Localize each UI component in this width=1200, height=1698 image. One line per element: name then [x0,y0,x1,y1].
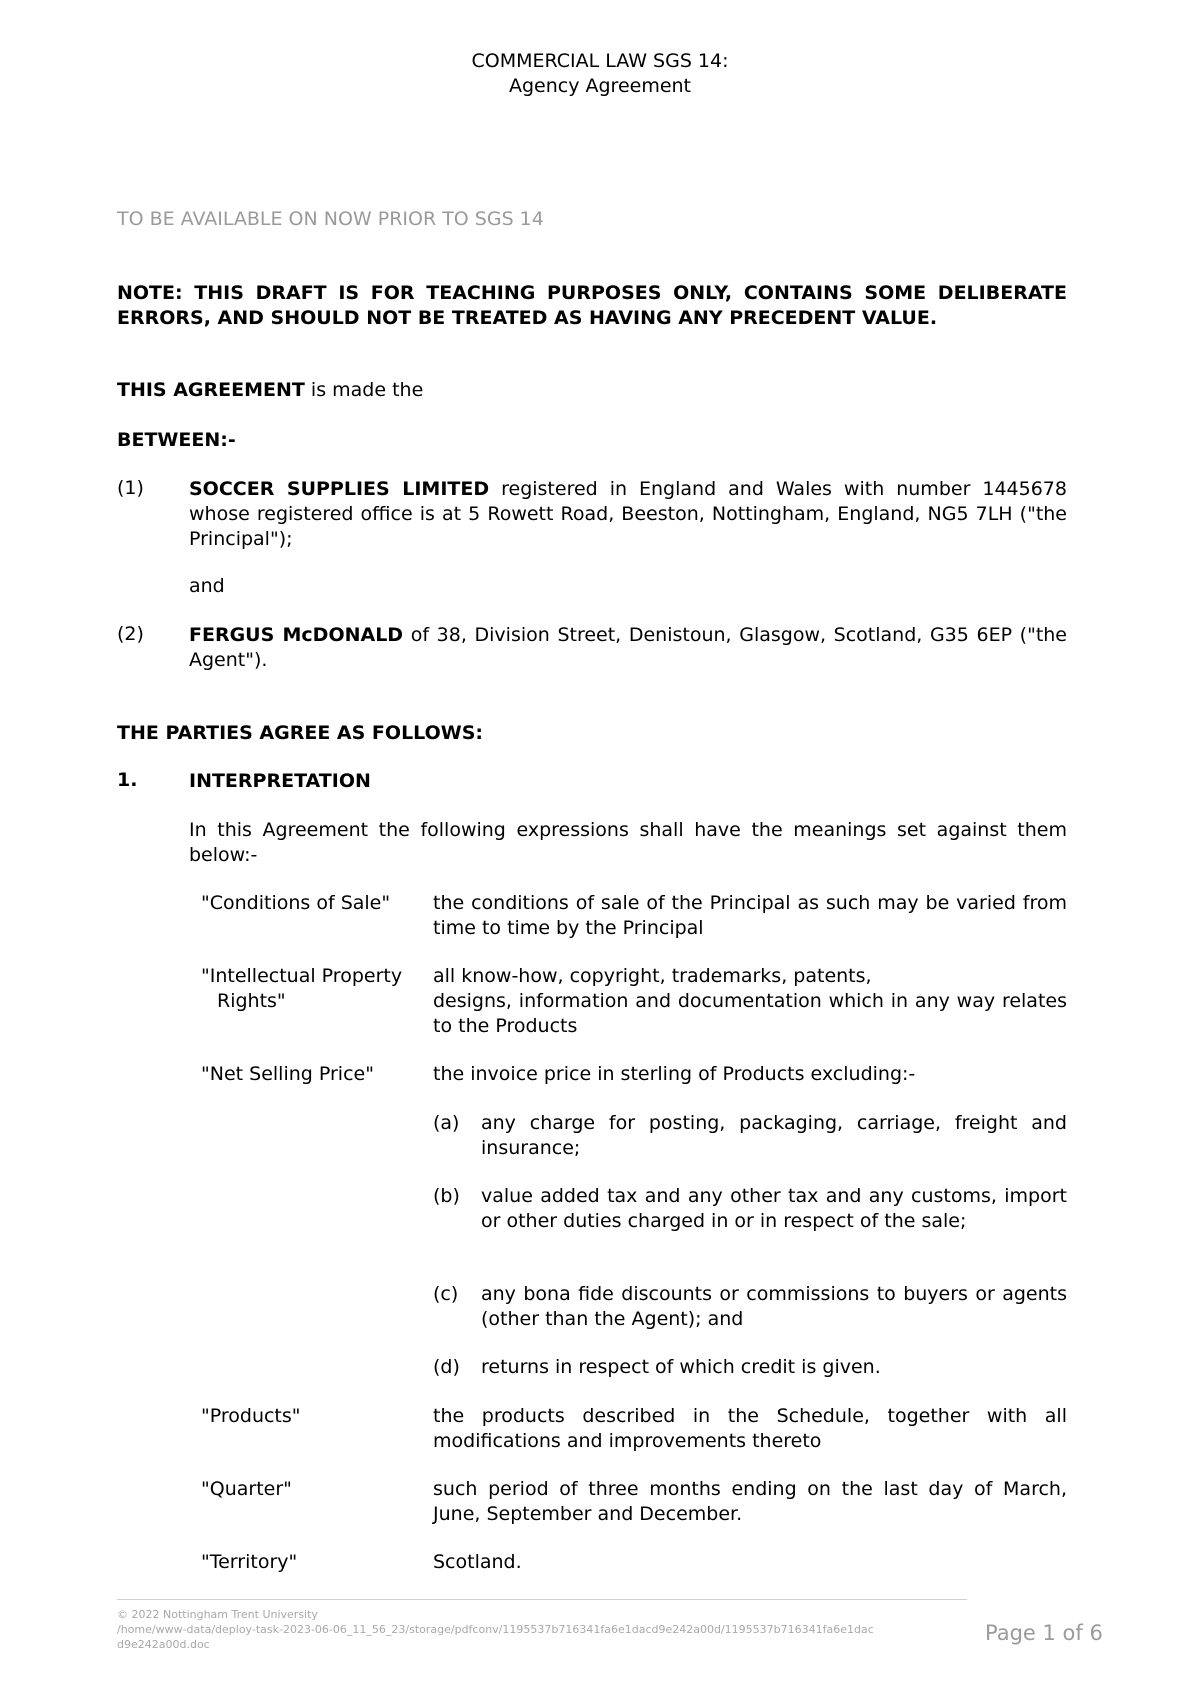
definition-term: "Territory" [201,1551,298,1573]
footer-info [117,1607,877,1652]
exclusion-text: value added tax and any other tax and any customs, import or other duties charged in or in respect of the sale; [481,1185,1067,1232]
party-details: registered in England and Wales with number 1445678 whose registered office is at 5 Rowett Road, Beeston, Nottingham, England, NG5 7LH ("the Principal"); [189,478,1067,550]
definition-term: "Net Selling Price" [201,1063,374,1085]
definition-term: "Intellectual Property [201,965,403,987]
exclusion-label: (b) [433,1185,460,1207]
footer-copyright: © 2022 Nottingham Trent University [117,1608,318,1621]
document-title: COMMERCIAL LAW SGS 14: [471,50,729,72]
section-number: 1. [117,769,138,791]
definition-text: the invoice price in sterling of Products excluding:- [433,1063,916,1085]
agreement-intro [117,378,1067,403]
exclusion-label: (d) [433,1356,460,1378]
definition-text: such period of three months ending on the last day of March, June, September and December. [433,1478,1067,1525]
exclusion-text: any charge for posting, packaging, carriage, freight and insurance; [481,1112,1067,1159]
definition-text: the conditions of sale of the Principal as such may be varied from time to time by the Principal [433,892,1067,939]
section-intro: In this Agreement the following expressions shall have the meanings set against them below:- [189,819,1067,866]
definition-text: the products described in the Schedule, together with all modifications and improvements thereto [433,1405,1067,1452]
document-subtitle: Agency Agreement [508,75,692,97]
page-number: Page 1 of 6 [985,1621,1103,1645]
party-number: (2) [117,623,144,645]
exclusion-label: (c) [433,1283,459,1305]
definition-text-rest: designs, information and documentation which in any way relates to the Products [433,990,1067,1037]
party-2 [189,623,1067,673]
draft-note: NOTE: THIS DRAFT IS FOR TEACHING PURPOSES ONLY, CONTAINS SOME DELIBERATE ERRORS, AND SHOULD NOT BE TREATED AS HAVING ANY PRECEDENT VALUE. [117,282,1067,329]
party-1 [189,477,1067,552]
exclusion-text: returns in respect of which credit is given. [481,1356,881,1378]
between-label: BETWEEN:- [117,429,236,451]
and-text: and [189,575,225,597]
party-name: FERGUS McDONALD [189,624,404,646]
section-heading: INTERPRETATION [189,770,371,792]
party-details: of 38, Division Street, Denistoun, Glasgow, Scotland, G35 6EP ("the Agent"). [189,624,1067,671]
footer-divider [117,1599,967,1600]
definition-text [433,964,1067,1039]
definition-term-continued: Rights" [217,990,286,1012]
availability-note: TO BE AVAILABLE ON NOW PRIOR TO SGS 14 [117,208,544,230]
party-number: (1) [117,477,144,499]
agreement-intro-rest: is made the [304,379,424,401]
parties-agree-heading: THE PARTIES AGREE AS FOLLOWS: [117,722,483,744]
definition-term: "Conditions of Sale" [201,892,391,914]
exclusion-label: (a) [433,1112,460,1134]
footer-file-path: /home/www-data/deploy-task-2023-06-06_11_56_23/storage/pdfconv/1195537b716341fa6e1dacd9e242a00d/1195537b716341fa6e1dacd9e242a00d.doc [117,1623,874,1651]
definition-term: "Products" [201,1405,301,1427]
definition-text-line: all know-how, copyright, trademarks, patents, [433,965,872,987]
party-name: SOCCER SUPPLIES LIMITED [189,478,490,500]
exclusion-text: any bona fide discounts or commissions to buyers or agents (other than the Agent); and [481,1283,1067,1330]
agreement-intro-bold: THIS AGREEMENT [117,379,305,401]
definition-term: "Quarter" [201,1478,292,1500]
definition-text: Scotland. [433,1551,522,1573]
